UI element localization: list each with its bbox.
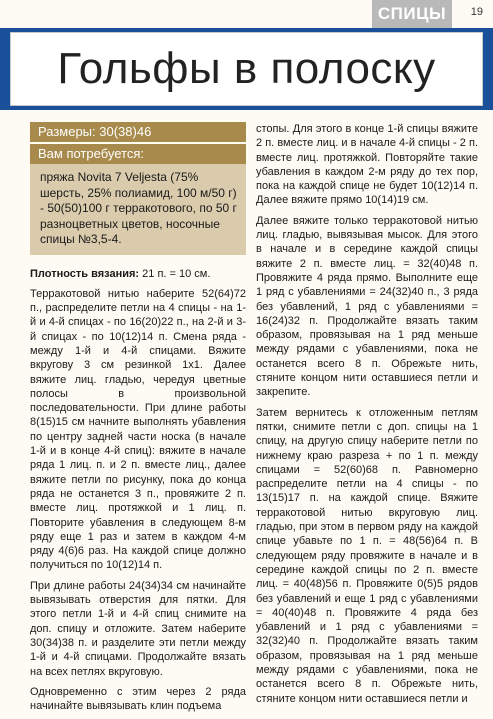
right-column [256, 122, 478, 712]
density-label: Плотность вязания: [30, 267, 140, 280]
left-paragraph-1: Терракотовой нитью наберите 52(64)72 п., распределите петли на 4 спицы - на 1-й и 4-й спицах - по 16(20)22 п., на 2-й и 3-й спицах - по 10(12)14 п. Смена ряда - между 1-й и 4-й спицами. Вяжите вкругову 3 см резинкой 1х1. Далее вяжите лиц. гладью, чередуя цветные полосы в произвольной последовательности. При длине работы 8(15)15 см начните выполнять убавления по центру задней части носка (в начале 1-й и в конце 4-й спиц): вяжите в начале ряда 1 лиц. п. и 2 п. вместе лиц., далее вяжите петли по рисунку, пока до конца ряда не останется 3 п., провяжите 2 п. вместе лиц. протяжкой и 1 лиц. п. Повторите убавления в следующем 8-м ряду еще 1 раз и затем в каждом 4-м ряду 4(6)6 раз. На каждой спице должно получиться по 10(12)14 п. [30, 287, 246, 572]
title-box [10, 32, 483, 106]
right-paragraph-1: стопы. Для этого в конце 1-й спицы вяжите 2 п. вместе лиц. и в начале 4-й спицы - 2 п. вместе лиц. протяжкой. Повторяйте такие убавления в каждом 2-м ряду до тех пор, пока на каждой спице не будет 10(12)14 п. Далее вяжите прямо 10(14)19 см. [256, 123, 478, 207]
section-tab: СПИЦЫ [372, 0, 452, 28]
right-paragraph-2: Далее вяжите только терракотовой нитью лиц. гладью, вывязывая мысок. Для этого в начале и в середине каждой спицы вяжите 2 п. вместе лиц. = 32(40)48 п. Провяжите 4 ряда прямо. Выполните еще 1 ряд с убавлениями = 24(32)40 п., 3 ряда без убавлений, 1 ряд с убавлениями = 16(24)32 п. Продолжайте вязать таким образом, провязывая на 1 ряд меньше между рядами с убавлениями, пока не останется всего 8 п. Обрежьте нить, стяните концом нити оставшиеся петли и закрепите. [256, 214, 478, 399]
left-column [30, 122, 246, 719]
page-title: Гольфы в полоску [57, 44, 436, 93]
page-number: 19 [470, 6, 483, 18]
needs-bar: Вам потребуется: [30, 144, 246, 164]
left-paragraph-2: При длине работы 24(34)34 см начинайте вывязывать отверстия для пятки. Для этого петли 1-й и 4-й спиц снимите на доп. спицу и отложите. Затем наберите 30(34)38 п. и разделите эти петли между 1-й и 4-й спицами. Продолжайте вязать на всех петлях вкруговую. [30, 579, 246, 678]
density-paragraph [30, 267, 246, 281]
sizes-label: Размеры: [38, 124, 96, 139]
sizes-value: 30(38)46 [99, 124, 152, 139]
density-value: 21 п. = 10 см. [139, 267, 211, 280]
right-paragraph-3: Затем вернитесь к отложенным петлям пятки, снимите петли с доп. спицы на 1 спицу, на другую спицу наберите петли по нижнему краю разреза + по 1 п. между спицами = 52(60)68 п. Равномерно распределите петли на 4 спицы - по 13(15)17 п. на каждой спице. Вяжите терракотовой нитью вкруговую лиц. гладью, при этом в первом ряду на каждой спице убавьте по 1 п. = 48(56)64 п. В следующем ряду провяжите в начале и в середине каждой спицы по 2 п. вместе лиц. = 40(48)56 п. Провяжите 0(5)5 рядов без убавлений и еще 1 ряд с убавлениями = 40(40)48 п. Провяжите 4 ряда без убавлений и 1 ряд с убавлениями = 32(32)40 п. Продолжайте вязать таким образом, провязывая на 1 ряд меньше между рядами с убавлениями, пока не останется всего 8 п. Обрежьте нить, стяните концом нити оставшиеся петли и [256, 406, 478, 705]
left-paragraph-3: Одновременно с этим через 2 ряда начинайте вывязывать клин подъема [30, 685, 246, 713]
sizes-bar [30, 122, 246, 142]
title-band [0, 28, 493, 110]
materials-text: пряжа Novita 7 Veljesta (75% шерсть, 25% полиамид, 100 м/50 г) - 50(50)100 г терракотового, по 50 г разноцветных цветов, носочные спицы №3,5-4. [30, 164, 246, 255]
